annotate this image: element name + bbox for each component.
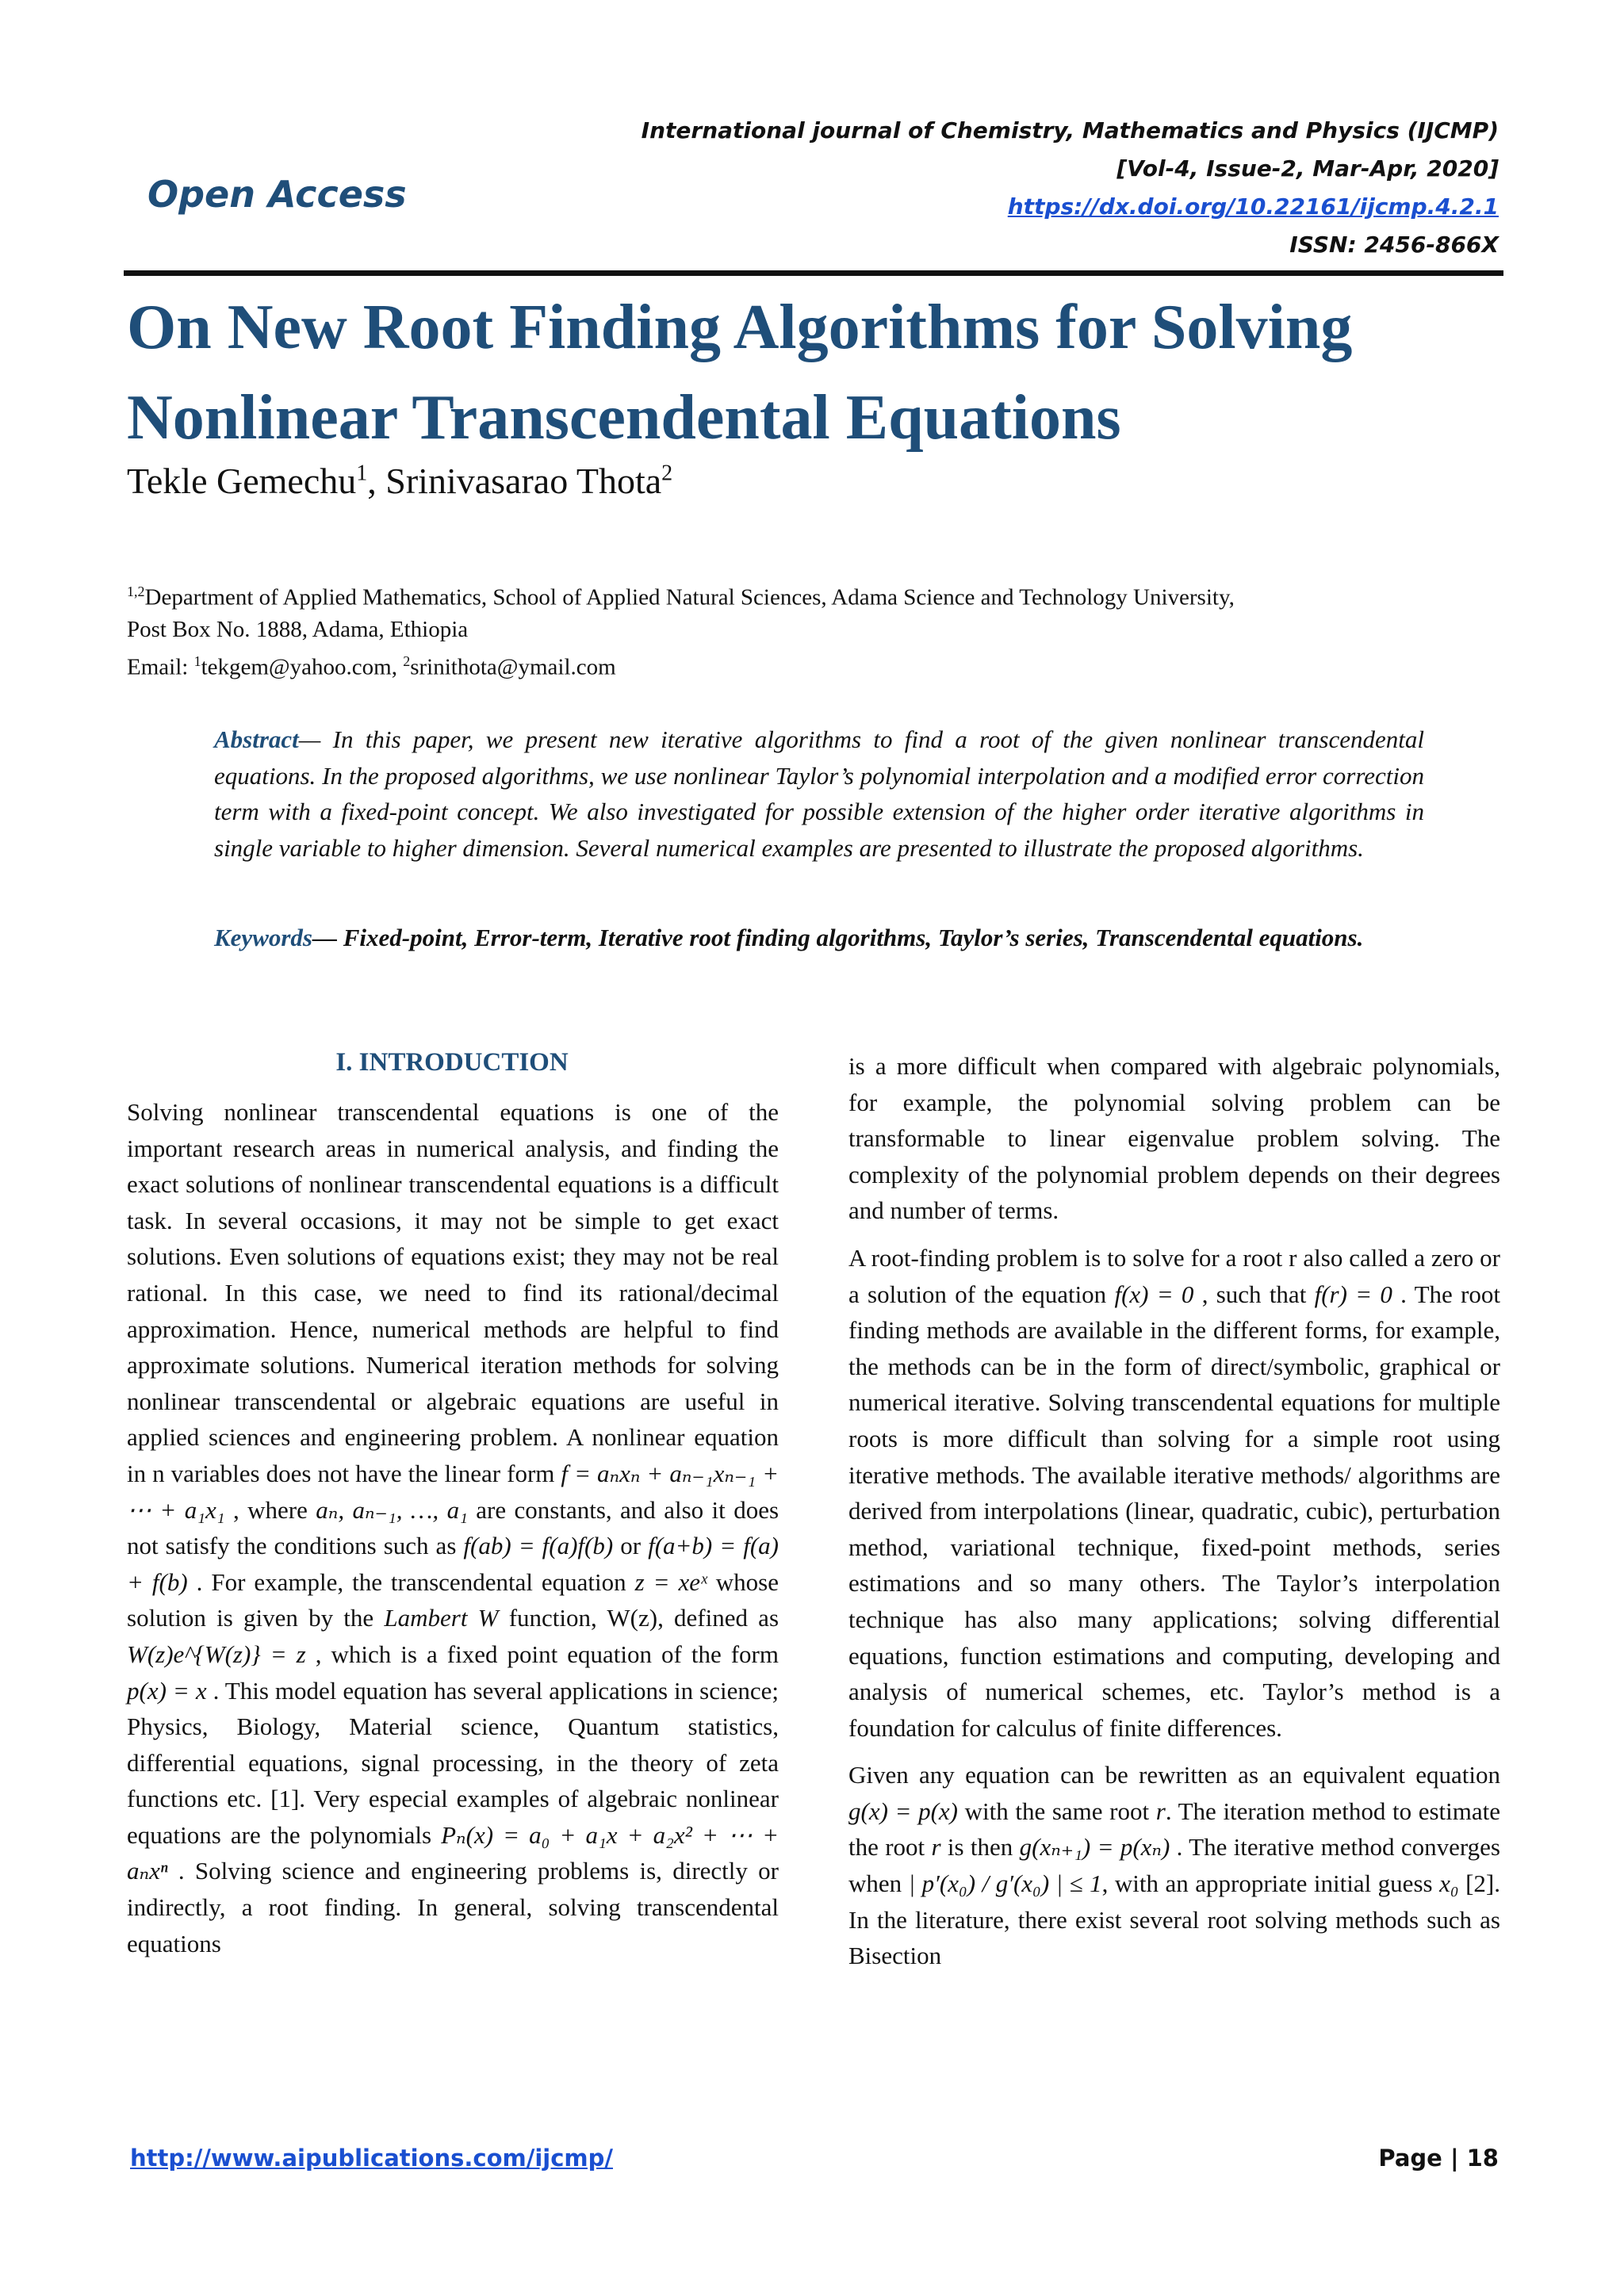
equation-lambert-w: W(z)e^{W(z)} = z bbox=[127, 1640, 306, 1668]
keywords-text: Fixed-point, Error-term, Iterative root finding algorithms, Taylor’s series, Transcendental equations. bbox=[343, 924, 1364, 951]
keywords-dash: — bbox=[312, 924, 343, 951]
journal-volume: [Vol-4, Issue-2, Mar-Apr, 2020] bbox=[1116, 155, 1499, 182]
equation-fr-zero: f(r) = 0 bbox=[1314, 1280, 1392, 1308]
text-run: . Solving science and engineering problems is, directly or indirectly, a root finding. In general, solving transcendental equations bbox=[127, 1857, 779, 1957]
intro-paragraph-1 bbox=[127, 1094, 779, 1961]
text-run: or bbox=[613, 1532, 649, 1560]
equation-multiplicative: f(ab) = f(a)f(b) bbox=[463, 1532, 614, 1560]
text-run: with the same root bbox=[957, 1797, 1156, 1825]
author-list bbox=[127, 460, 672, 502]
issn: ISSN: 2456-866X bbox=[1289, 232, 1499, 258]
root-symbol: r bbox=[1155, 1797, 1166, 1825]
equation-linear-form: f = aₙxₙ + aₙ₋₁xₙ₋₁ + ⋯ + a₁x₁ bbox=[127, 1459, 779, 1524]
intro-paragraph-2: is a more difficult when compared with algebraic polynomials, for example, the polynomial solving problem can be transformable to linear eigenvalue problem solving. The complexity of the polynomial problem depends on their degrees and number of terms. bbox=[848, 1052, 1500, 1225]
equation-fx-zero: f(x) = 0 bbox=[1114, 1280, 1194, 1308]
initial-guess-symbol: x₀ bbox=[1439, 1869, 1459, 1898]
page-number: Page | 18 bbox=[1378, 2145, 1499, 2172]
text-run: A root-finding problem is to solve for a root r also called a zero or a solution of the equation bbox=[848, 1243, 1500, 1308]
text-run: is then bbox=[940, 1833, 1020, 1862]
left-column bbox=[127, 1094, 779, 1973]
text-run: , which is a fixed point equation of the form bbox=[305, 1640, 779, 1668]
equation-iteration: g(xₙ₊₁) = p(xₙ) bbox=[1019, 1833, 1170, 1862]
open-access-label: Open Access bbox=[147, 173, 407, 216]
affil-address: Post Box No. 1888, Adama, Ethiopia bbox=[127, 616, 469, 642]
affiliation bbox=[127, 576, 1235, 683]
abstract-dash: — bbox=[298, 725, 333, 753]
header-rule bbox=[124, 270, 1503, 276]
text-run: [2]. In the literature, there exist several root solving methods such as Bisection bbox=[848, 1869, 1500, 1970]
intro-paragraph-3 bbox=[848, 1240, 1500, 1746]
text-run: . For example, the transcendental equation bbox=[187, 1567, 635, 1596]
author-1: Tekle Gemechu bbox=[127, 461, 357, 501]
footer-journal-link[interactable]: http://www.aipublications.com/ijcmp/ bbox=[130, 2145, 613, 2172]
text-run: whose solution is given by the bbox=[127, 1567, 779, 1632]
email-1: tekgem@yahoo.com, bbox=[201, 654, 404, 680]
lambert-w-term: Lambert W bbox=[384, 1604, 499, 1632]
text-run: Given any equation can be rewritten as an equivalent equation bbox=[848, 1761, 1500, 1789]
author-1-sup: 1 bbox=[356, 461, 368, 486]
root-symbol: r bbox=[931, 1833, 941, 1862]
author-2: Srinivasarao Thota bbox=[385, 461, 662, 501]
equation-convergence: | p′(x₀) / g′(x₀) | ≤ 1 bbox=[908, 1869, 1102, 1898]
email1-sup: 1 bbox=[193, 652, 201, 669]
journal-name: International journal of Chemistry, Mathematics and Physics (IJCMP) bbox=[641, 117, 1499, 144]
equation-polynomial: Pₙ(x) = a₀ + a₁x + a₂x² + ⋯ + aₙxⁿ bbox=[127, 1820, 779, 1885]
doi-link-text[interactable]: https://dx.doi.org/10.22161/ijcmp.4.2.1 bbox=[1007, 193, 1499, 220]
affil-email-line bbox=[127, 645, 1235, 683]
email2-sup: 2 bbox=[403, 652, 411, 669]
text-run: , with an appropriate initial guess bbox=[1101, 1869, 1440, 1898]
intro-paragraph-4 bbox=[848, 1757, 1500, 1974]
author-2-sup: 2 bbox=[661, 461, 673, 486]
email-2: srinithota@ymail.com bbox=[410, 654, 616, 680]
affil-dept: Department of Applied Mathematics, School of Applied Natural Sciences, Adama Science and Technology University, bbox=[144, 584, 1235, 610]
equation-z-xex: z = xeˣ bbox=[634, 1567, 707, 1596]
abstract-text: In this paper, we present new iterative algorithms to find a root of the given nonlinear transcendental equations. In the proposed algorithms, we use nonlinear Taylor’s polynomial interpolation and a modified error correction term with a fixed-point concept. We also investigated for possible extension of the higher order iterative algorithms in single variable to higher dimension. Several numerical examples are presented to illustrate the proposed algorithms. bbox=[214, 725, 1424, 862]
abstract bbox=[214, 721, 1424, 866]
text-run: , such that bbox=[1193, 1280, 1315, 1308]
text-run: are constants, and also it does not satisfy the conditions such as bbox=[127, 1495, 779, 1560]
abstract-label: Abstract bbox=[214, 725, 299, 753]
text-run: . The root finding methods are available in the different forms, for example, the methods can be in the form of direct/symbolic, graphical or numerical iterative. Solving transcendental equations for multiple roots is more difficult than solving for a simple root using iterative methods. The available iterative methods/ algorithms are derived from interpolations (linear, quadratic, cubic), perturbation method, variational technique, fixed-point methods, series estimations and so many others. The Taylor’s interpolation technique has also many applications; solving differential equations, function estimations and computing, developing and analysis of numerical schemes, etc. Taylor’s method is a foundation for calculus of finite differences. bbox=[848, 1280, 1500, 1742]
author-sep: , bbox=[367, 461, 386, 501]
keywords bbox=[214, 920, 1424, 956]
doi-link[interactable] bbox=[1008, 193, 1499, 220]
text-run: . The iterative method converges when bbox=[848, 1833, 1500, 1898]
keywords-label: Keywords bbox=[214, 924, 312, 951]
email-label: Email: bbox=[127, 654, 194, 680]
equation-fixed-point: p(x) = x bbox=[127, 1676, 207, 1705]
paper-title: On New Root Finding Algorithms for Solving Nonlinear Transcendental Equations bbox=[127, 293, 1353, 453]
text-run: . This model equation has several applications in science; Physics, Biology, Material science, Quantum statistics, differential equations, signal processing, in the theory of zeta functions etc. [1]. Very especial examples of algebraic nonlinear equations are the polynomials bbox=[127, 1676, 779, 1849]
right-column bbox=[848, 1048, 1500, 1985]
equation-g-equals-p: g(x) = p(x) bbox=[848, 1797, 958, 1825]
text-run: . The iteration method to estimate the root bbox=[848, 1797, 1500, 1862]
text-run: function, W(z), defined as bbox=[498, 1604, 779, 1632]
affil-sup: 1,2 bbox=[127, 584, 145, 599]
text-run: , where bbox=[224, 1495, 316, 1524]
equation-constants: aₙ, aₙ₋₁, …, a₁ bbox=[316, 1495, 468, 1524]
section-heading-introduction: I. INTRODUCTION bbox=[335, 1048, 569, 1077]
equation-additive: f(a+b) = f(a) + f(b) bbox=[127, 1532, 779, 1596]
text-run: Solving nonlinear transcendental equations is one of the important research areas in numerical analysis, and finding the exact solutions of nonlinear transcendental equations is a difficult task. In several occasions, it may not be simple to get exact solutions. Even solutions of equations exist; they may not be real rational. In this case, we need to find its rational/decimal approximation. Hence, numerical methods are helpful to find approximate solutions. Numerical iteration methods for solving nonlinear transcendental or algebraic equations are useful in applied sciences and engineering problem. A nonlinear equation in n variables does not have the linear form bbox=[127, 1098, 779, 1487]
